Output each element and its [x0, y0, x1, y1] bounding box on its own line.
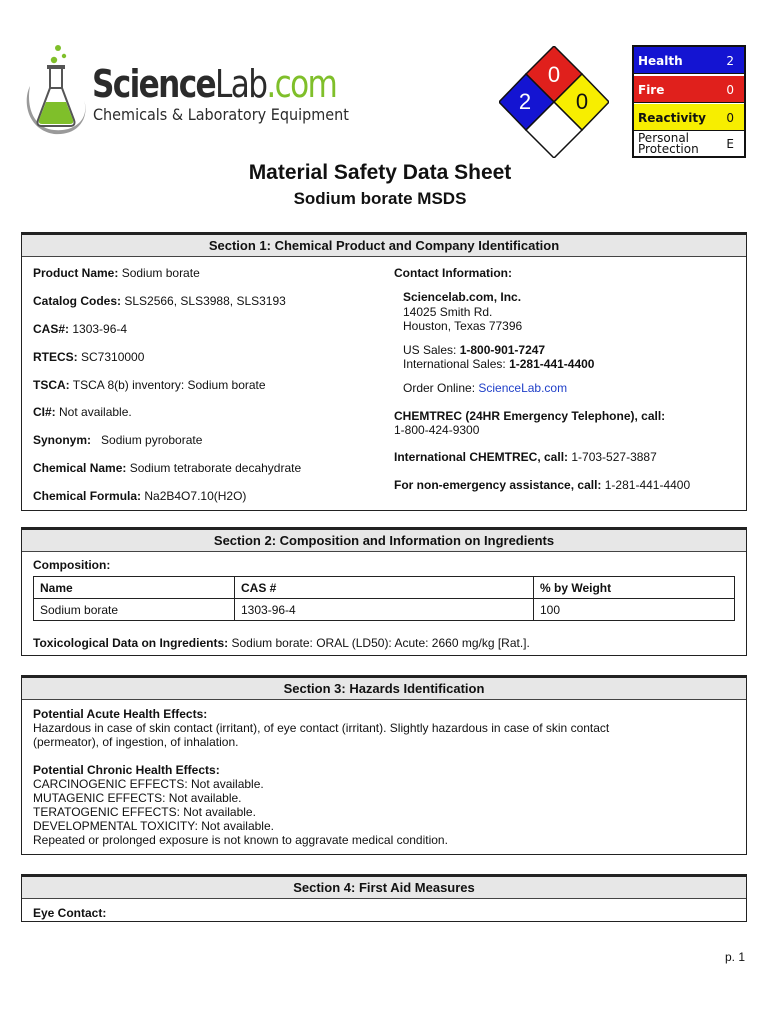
field-value: SLS2566, SLS3988, SLS3193 [121, 294, 286, 308]
chemtrec-phone: 1-800-424-9300 [394, 423, 480, 437]
company-address-line2: Houston, Texas 77396 [403, 319, 523, 333]
chemtrec-label: CHEMTREC (24HR Emergency Telephone), call: [394, 409, 666, 423]
section-4-heading: Section 4: First Aid Measures [22, 877, 746, 899]
hmis-health-label: Health [638, 54, 683, 68]
nfpa-fire-value: 0 [547, 62, 561, 87]
composition-table [33, 576, 735, 621]
field-value: SC7310000 [77, 350, 145, 364]
hmis-protection-value: E [726, 137, 734, 151]
hmis-fire-value: 0 [726, 83, 734, 97]
international-chemtrec-phone: 1-703-527-3887 [568, 450, 657, 464]
us-sales-label: US Sales: [403, 343, 460, 357]
acute-effects-line2: (permeator), of ingestion, of inhalation. [33, 735, 239, 749]
synonym-field [33, 433, 202, 447]
international-sales-phone: 1-281-441-4400 [509, 357, 595, 371]
document-title: Material Safety Data Sheet [248, 161, 512, 184]
hmis-protection-label-line2: Protection [638, 142, 699, 156]
table-row [34, 599, 735, 621]
sciencelab-logo [20, 42, 349, 140]
toxicological-data-line [33, 636, 530, 650]
field-label: Catalog Codes: [33, 294, 122, 308]
toxicological-data-value: Sodium borate: ORAL (LD50): Acute: 2660 mg/kg [Rat.]. [228, 636, 530, 650]
us-sales-line [403, 343, 545, 357]
nfpa-health-value: 2 [518, 89, 532, 114]
composition-label: Composition: [33, 558, 111, 572]
hmis-row-fire [634, 76, 744, 103]
section-3-heading: Section 3: Hazards Identification [22, 678, 746, 700]
field-value: Na2B4O7.10(H2O) [141, 489, 247, 503]
logo-wordmark [92, 64, 336, 104]
logo-wordmark-science: Science [92, 62, 216, 106]
contact-information-label: Contact Information: [394, 266, 512, 280]
section-1-heading: Section 1: Chemical Product and Company Identification [22, 235, 746, 257]
field-label: Chemical Name: [33, 461, 127, 475]
order-online-label: Order Online: [403, 381, 479, 395]
chemical-formula-field [33, 489, 246, 503]
field-label: Synonym: [33, 433, 92, 447]
hmis-reactivity-value: 0 [726, 111, 734, 125]
non-emergency-label: For non-emergency assistance, call: [394, 478, 602, 492]
nfpa-diamond [499, 46, 609, 158]
field-label: Product Name: [33, 266, 119, 280]
international-chemtrec-label: International CHEMTREC, call: [394, 450, 569, 464]
logo-wordmark-com: .com [266, 62, 337, 106]
field-label: TSCA: [33, 378, 70, 392]
hmis-rating-table [632, 45, 746, 158]
hmis-health-value: 2 [726, 54, 734, 68]
international-sales-line [403, 357, 594, 371]
ci-number-field [33, 405, 132, 419]
column-header-weight: % by Weight [534, 577, 735, 599]
field-value: Not available. [55, 405, 132, 419]
cas-number-field [33, 322, 127, 336]
teratogenic-effects: TERATOGENIC EFFECTS: Not available. [33, 805, 256, 819]
international-chemtrec-line [394, 450, 657, 464]
mutagenic-effects: MUTAGENIC EFFECTS: Not available. [33, 791, 242, 805]
column-header-cas: CAS # [235, 577, 534, 599]
catalog-codes-field [33, 294, 286, 308]
carcinogenic-effects: CARCINOGENIC EFFECTS: Not available. [33, 777, 264, 791]
document-subtitle: Sodium borate MSDS [293, 189, 467, 208]
hmis-protection-label [638, 133, 699, 155]
table-cell-name: Sodium borate [34, 599, 235, 621]
us-sales-phone: 1-800-901-7247 [459, 343, 546, 357]
hmis-row-health [634, 47, 744, 74]
chemical-name-field [33, 461, 301, 475]
field-value: TSCA 8(b) inventory: Sodium borate [69, 378, 266, 392]
tsca-field [33, 378, 266, 392]
non-emergency-line [394, 478, 690, 492]
section-2-heading: Section 2: Composition and Information on Ingredients [22, 530, 746, 552]
field-value: Sodium tetraborate decahydrate [126, 461, 302, 475]
developmental-toxicity: DEVELOPMENTAL TOXICITY: Not available. [33, 819, 274, 833]
sciencelab-link[interactable]: ScienceLab.com [478, 381, 568, 395]
column-header-name: Name [34, 577, 235, 599]
table-header-row [34, 577, 735, 599]
acute-effects-label: Potential Acute Health Effects: [33, 707, 208, 721]
acute-effects-line1: Hazardous in case of skin contact (irritant), of eye contact (irritant). Slightly hazardous in case of skin contact [33, 721, 610, 735]
field-value: 1303-96-4 [69, 322, 128, 336]
flask-icon [20, 42, 92, 140]
order-online-line [403, 381, 567, 395]
eye-contact-label: Eye Contact: [33, 906, 107, 920]
field-label: CAS#: [33, 322, 70, 336]
international-sales-label: International Sales: [403, 357, 510, 371]
rtecs-field [33, 350, 144, 364]
hmis-row-protection [634, 131, 744, 156]
repeated-exposure-note: Repeated or prolonged exposure is not known to aggravate medical condition. [33, 833, 448, 847]
product-name-field [33, 266, 200, 280]
chronic-effects-label: Potential Chronic Health Effects: [33, 763, 220, 777]
field-label: RTECS: [33, 350, 78, 364]
toxicological-data-label: Toxicological Data on Ingredients: [33, 636, 229, 650]
field-label: CI#: [33, 405, 56, 419]
field-value: Sodium pyroborate [91, 433, 203, 447]
nfpa-reactivity-value: 0 [575, 89, 589, 114]
field-label: Chemical Formula: [33, 489, 142, 503]
hmis-reactivity-label: Reactivity [638, 111, 706, 125]
hmis-protection-label-line1: Personal [638, 131, 690, 145]
company-name: Sciencelab.com, Inc. [403, 290, 522, 304]
logo-wordmark-lab: Lab [215, 62, 267, 106]
table-cell-weight: 100 [534, 599, 735, 621]
table-cell-cas: 1303-96-4 [235, 599, 534, 621]
section-3 [21, 675, 747, 855]
page-number: p. 1 [724, 950, 745, 964]
field-value: Sodium borate [118, 266, 200, 280]
logo-tagline: Chemicals & Laboratory Equipment [93, 105, 349, 124]
section-2 [21, 527, 747, 656]
non-emergency-phone: 1-281-441-4400 [601, 478, 691, 492]
hmis-fire-label: Fire [638, 83, 665, 97]
hmis-row-reactivity [634, 104, 744, 131]
company-address-line1: 14025 Smith Rd. [403, 305, 493, 319]
section-4 [21, 874, 747, 922]
section-1 [21, 232, 747, 511]
